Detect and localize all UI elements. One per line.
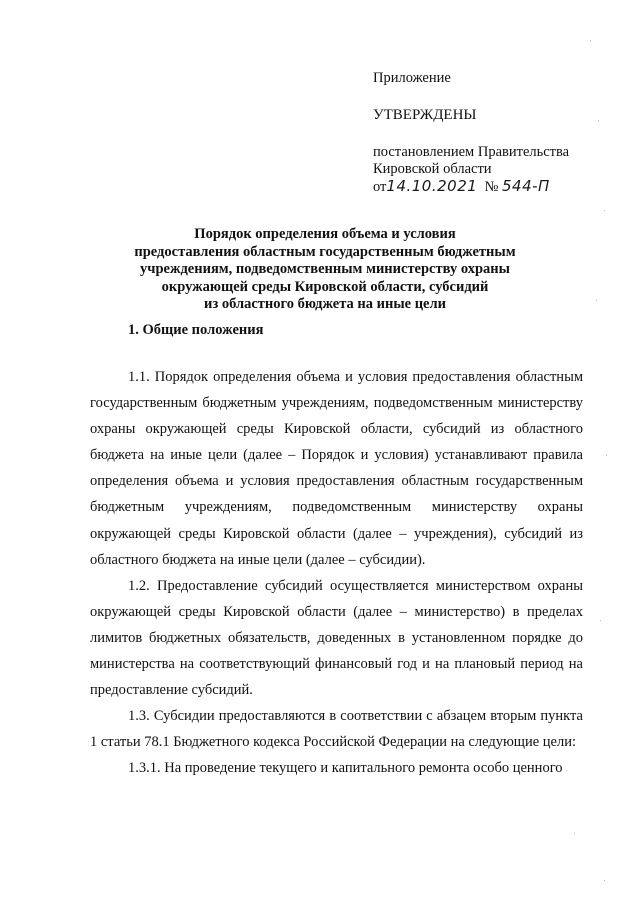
approved-label: УТВЕРЖДЕНЫ: [373, 107, 477, 123]
resolution-line-2: Кировской области: [373, 161, 492, 177]
scan-speck: [596, 300, 597, 301]
scan-speck: [598, 120, 599, 121]
scan-speck: [566, 770, 567, 771]
document-title: [120, 226, 530, 314]
scan-speck: [590, 40, 591, 41]
resolution-date-line: [373, 178, 613, 196]
scan-speck: [604, 210, 605, 211]
number-prefix: №: [484, 179, 499, 195]
paragraph-1-3-1: 1.3.1. На проведение текущего и капитального ремонта особо ценного: [128, 760, 563, 777]
handwritten-number: 544-П: [502, 177, 550, 195]
title-line-5: из областного бюджета на иные цели: [204, 296, 446, 313]
scan-speck: [600, 620, 601, 621]
title-line-3: учреждениям, подведомственным министерству охраны: [140, 261, 510, 278]
scan-speck: [606, 455, 607, 456]
paragraph-1-1: 1.1. Порядок определения объема и условия предоставления областным государственным бюджетным учреждениям, подведомственным министерству охраны окружающей среды Кировской области, субсидий из областного бюджета на иные цели (далее – Порядок и условия) устанавливают правила определения объема и условия предоставления областным государственным бюджетным учреждениям, подведомственным министерству охраны окружающей среды Кировской области (далее – учреждения), субсидий из областного бюджета на иные цели (далее – субсидии).: [90, 369, 583, 568]
date-prefix: от: [373, 179, 387, 195]
paragraph-1-3: 1.3. Субсидии предоставляются в соответствии с абзацем вторым пункта 1 статьи 78.1 Бюджетного кодекса Российской Федерации на следующие цели:: [90, 708, 583, 751]
paragraph-1-2: 1.2. Предоставление субсидий осуществляется министерством охраны окружающей среды Кировской области (далее – министерство) в пределах лимитов бюджетных обязательств, доведенных в установленном порядке до министерства на соответствующий финансовый год и на плановый период на предоставление субсидий.: [90, 577, 583, 699]
title-line-4: окружающей среды Кировской области, субсидий: [161, 278, 489, 295]
approval-stamp-block: [373, 70, 613, 196]
resolution-line-1: постановлением Правительства: [373, 144, 570, 160]
section-heading: 1. Общие положения: [128, 322, 264, 338]
handwritten-date: 14.10.2021: [386, 177, 478, 195]
appendix-label: Приложение: [373, 70, 451, 86]
title-line-2: предоставления областным государственным бюджетным: [134, 243, 516, 260]
document-body: [90, 364, 583, 782]
title-line-1: Порядок определения объема и условия: [194, 226, 456, 242]
scan-speck: [604, 880, 605, 881]
scan-speck: [574, 833, 575, 834]
